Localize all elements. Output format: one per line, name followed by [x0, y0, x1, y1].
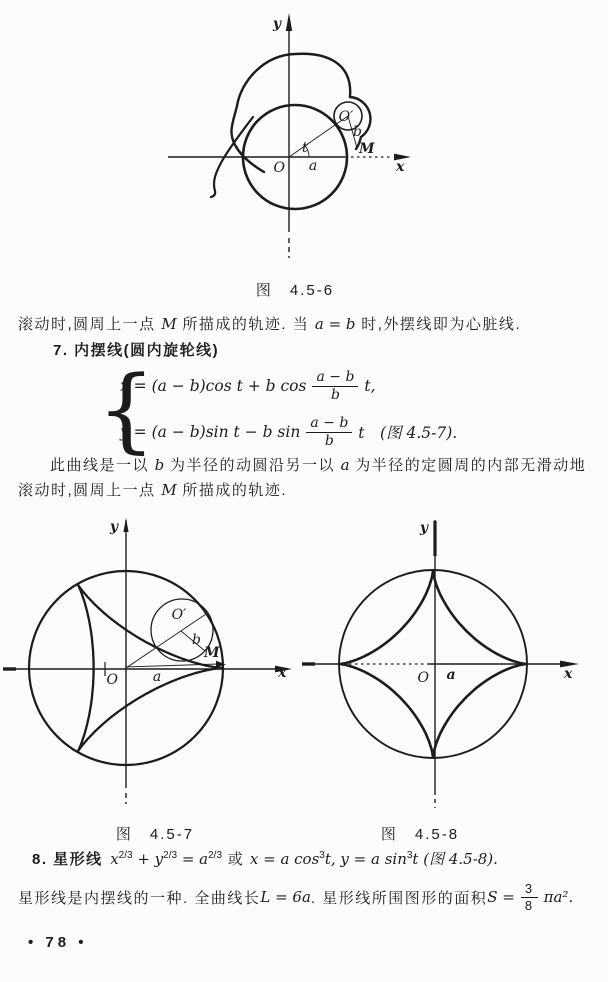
para1-run5: 时,外摆线即为心脏线. [355, 316, 522, 333]
para1-run2: M [161, 315, 177, 333]
sec8-l2b: L = 6a [260, 888, 311, 906]
eq2-tail: t (图 4.5-7). [358, 424, 458, 442]
sec8-l2c: . 星形线所围图形的面积 [310, 889, 488, 907]
eq2-lhs: y = (a − b)sin t − b sin [120, 423, 301, 441]
fig3-label-O: O [417, 670, 429, 686]
page-number: • 78 • [28, 934, 88, 951]
fig1-y-arrow-icon [286, 13, 292, 31]
sec8-x1: x [110, 850, 119, 868]
fig2-label-b: b [192, 632, 201, 648]
figure-deltoid [0, 515, 300, 815]
sec8-p5: t (图 4.5-8). [412, 850, 498, 868]
sec8-p2: = a [177, 850, 209, 868]
fig1-label-Oprime: O′ [338, 109, 354, 125]
eq2-fraction [306, 416, 352, 448]
sec8-or: 或 [222, 851, 250, 868]
para2-run5: 为半径的定圆周的内部无滑动地 [349, 457, 587, 474]
fig1-label-y: y [272, 16, 281, 32]
sec8-sup1: 2/3 [118, 850, 133, 861]
figure-epicycloid [150, 10, 430, 280]
fig1-label-x: x [396, 159, 405, 175]
sec8-l2e: πa². [543, 888, 574, 906]
fig1-label-a: a [308, 158, 318, 174]
sec8-p3: x = a cos [249, 850, 320, 868]
para1-run3: 所描成的轨迹. 当 [176, 316, 315, 333]
para-epicycloid [18, 313, 521, 334]
fig2-label-Oprime: O′ [171, 607, 187, 623]
para1-run4: a = b [314, 315, 356, 333]
para2-run8: 所描成的轨迹. [176, 482, 288, 499]
para2-run4: a [340, 456, 350, 474]
fig3-label-a: a [446, 667, 456, 683]
fig2-label-O: O [106, 672, 118, 688]
sec8-heading: 8. 星形线 [32, 851, 103, 868]
fig2-label-x: x [278, 665, 287, 681]
sec8-sup3: 2/3 [208, 850, 223, 861]
sec8-p4: t, y = a sin [324, 850, 407, 868]
section8-line1 [32, 848, 498, 869]
eq1-fraction [312, 370, 358, 402]
sec8-p1: + y [132, 850, 164, 868]
sec8-sup4: 3 [319, 850, 325, 861]
fig2-label-y: y [109, 519, 118, 535]
figure-astroid [300, 515, 608, 815]
para-hypocycloid-line2 [18, 479, 287, 500]
para2-run7: M [161, 481, 177, 499]
deltoid-curve [78, 584, 224, 752]
section8-line2 [18, 880, 573, 914]
section7-heading: 7. 内摆线(圆内旋轮线) [53, 342, 220, 359]
sec8-l2a: 星形线是内摆线的一种. 全曲线长 [18, 889, 261, 907]
fig1-label-b: b [353, 124, 362, 140]
eq1-lhs: x = (a − b)cos t + b cos [120, 377, 307, 395]
fig1-caption: 图 4.5-6 [255, 282, 335, 299]
eq1-frac-den: b [330, 386, 340, 403]
sec8-sup2: 2/3 [163, 850, 178, 861]
para2-run1: 此曲线是一以 [50, 457, 155, 474]
fig2-radius-arrow-icon [216, 661, 226, 668]
sec8-l2d: S = [487, 888, 515, 906]
equation-line-y [120, 410, 457, 454]
equation-block [120, 364, 457, 454]
fig2-y-arrow-icon [123, 518, 128, 532]
fig2-label-M: M [204, 645, 220, 661]
sec8-fraction [521, 882, 538, 912]
eq1-tail: t, [364, 377, 376, 395]
fig1-label-O: O [273, 160, 285, 176]
fig3-label-y: y [419, 520, 428, 536]
fig1-label-t: t [302, 140, 308, 156]
sec8-frac-num: 3 [521, 882, 538, 898]
sec8-frac-den: 8 [524, 897, 534, 913]
sec8-sup5: 3 [406, 850, 413, 861]
para-hypocycloid-line1 [50, 454, 586, 475]
fig2-label-a: a [152, 669, 162, 685]
para2-run6: 滚动时,圆周上一点 [18, 482, 162, 499]
para1-run1: 滚动时,圆周上一点 [18, 316, 162, 333]
fig1-label-M: M [359, 141, 375, 157]
equation-line-x [120, 364, 457, 408]
fig3-caption: 图 4.5-8 [380, 826, 460, 843]
para2-run3: 为半径的动圆沿另一以 [164, 457, 341, 474]
eq2-frac-num: a − b [306, 416, 352, 433]
fig2-caption: 图 4.5-7 [115, 826, 195, 843]
fig3-label-x: x [564, 666, 573, 682]
eq2-frac-den: b [324, 432, 334, 449]
para2-run2: b [154, 456, 165, 474]
eq1-frac-num: a − b [312, 370, 358, 387]
equation-brace: { [97, 356, 156, 463]
